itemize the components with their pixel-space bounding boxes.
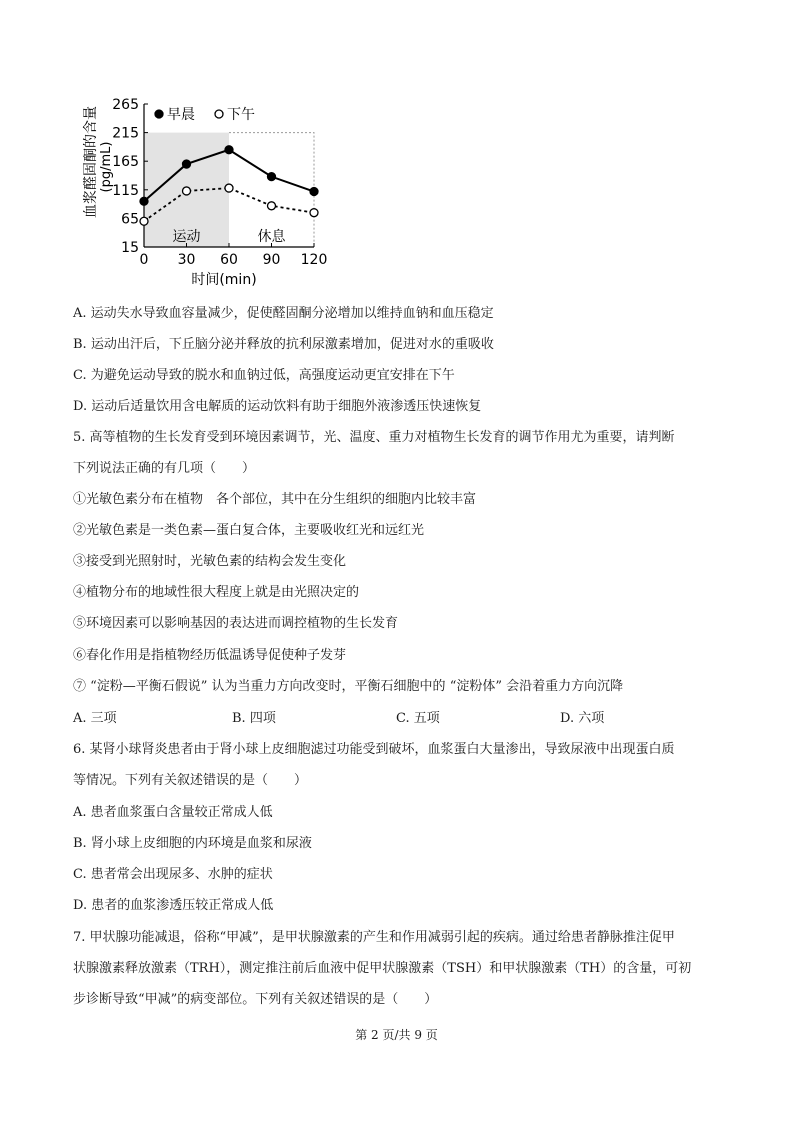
q5-statement-1: ①光敏色素分布在植物 各个部位，其中在分生组织的细胞内比较丰富 bbox=[73, 492, 477, 507]
legend-marker-1 bbox=[215, 110, 223, 118]
q4-option-a: A. 运动失水导致血容量减少，促使醛固酮分泌增加以维持血钠和血压稳定 bbox=[73, 306, 494, 321]
q5-stem-line-1: 5. 高等植物的生长发育受到环境因素调节，光、温度、重力对植物生长发育的调节作用尤为重要，请判断 bbox=[73, 430, 675, 445]
series-0-point-2 bbox=[225, 146, 233, 154]
x-tick-label-0: 0 bbox=[139, 252, 149, 268]
series-1-point-2 bbox=[225, 184, 233, 192]
q6-stem-line-2: 等情况。下列有关叙述错误的是（ ） bbox=[73, 773, 308, 788]
y-tick-label-5: 265 bbox=[112, 97, 139, 113]
q5-option-a: A. 三项 bbox=[73, 711, 117, 726]
y-tick-label-1: 65 bbox=[121, 211, 139, 228]
aldosterone-line-chart bbox=[74, 88, 344, 293]
q7-stem-line-2: 状腺激素释放激素（TRH），测定推注前后血液中促甲状腺激素（TSH）和甲状腺激素（TH）的含量，可初 bbox=[73, 961, 692, 976]
series-1-point-0 bbox=[140, 217, 148, 225]
q5-statement-3: ③接受到光照射时，光敏色素的结构会发生变化 bbox=[73, 554, 347, 569]
series-0-point-3 bbox=[268, 173, 276, 181]
q6-option-d: D. 患者的血浆渗透压较正常成人低 bbox=[73, 898, 274, 913]
y-tick-label-0: 15 bbox=[121, 240, 139, 256]
q5-option-c: C. 五项 bbox=[396, 711, 440, 726]
legend-label-1: 下午 bbox=[227, 107, 255, 123]
x-axis-title: 时间(min) bbox=[191, 272, 257, 288]
y-tick-label-3: 165 bbox=[112, 154, 139, 171]
q5-option-b: B. 四项 bbox=[232, 711, 276, 726]
x-tick-label-1: 30 bbox=[177, 252, 196, 268]
q5-statement-5: ⑤环境因素可以影响基因的表达进而调控植物的生长发育 bbox=[73, 616, 399, 631]
region-label-0: 运动 bbox=[172, 229, 201, 245]
q6-option-a: A. 患者血浆蛋白含量较正常成人低 bbox=[73, 805, 273, 820]
q6-option-c: C. 患者常会出现尿多、水肿的症状 bbox=[73, 867, 273, 882]
q7-stem-line-1: 7. 甲状腺功能减退，俗称“甲减”，是甲状腺激素的产生和作用减弱引起的疾病。通过给患者静脉推注促甲 bbox=[73, 930, 675, 945]
x-tick-label-3: 90 bbox=[262, 252, 281, 268]
q5-stem-line-2: 下列说法正确的有几项（ ） bbox=[73, 461, 256, 476]
series-0-point-1 bbox=[183, 160, 191, 168]
q5-statement-2: ②光敏色素是一类色素—蛋白复合体，主要吸收红光和远红光 bbox=[73, 523, 425, 538]
y-axis-title-unit: (pg/mL) bbox=[99, 141, 114, 193]
y-tick-label-4: 215 bbox=[112, 125, 139, 142]
x-tick-label-4: 120 bbox=[300, 252, 328, 268]
q5-option-d: D. 六项 bbox=[560, 711, 605, 726]
y-axis-title bbox=[82, 106, 114, 218]
q4-option-b: B. 运动出汗后，下丘脑分泌并释放的抗利尿激素增加，促进对水的重吸收 bbox=[73, 337, 494, 352]
q7-stem-line-3: 步诊断导致“甲减”的病变部位。下列有关叙述错误的是（ ） bbox=[73, 992, 438, 1007]
region-label-1: 休息 bbox=[257, 229, 286, 245]
series-0-point-0 bbox=[140, 197, 148, 205]
series-1-point-4 bbox=[310, 209, 318, 217]
q6-option-b: B. 肾小球上皮细胞的内环境是血浆和尿液 bbox=[73, 836, 312, 851]
q5-statement-4: ④植物分布的地域性很大程度上就是由光照决定的 bbox=[73, 585, 360, 600]
q5-statement-7: ⑦ “淀粉—平衡石假说” 认为当重力方向改变时，平衡石细胞中的 “淀粉体” 会沿着重力方向沉降 bbox=[73, 679, 624, 694]
series-1-point-3 bbox=[268, 202, 276, 210]
series-1-point-1 bbox=[183, 187, 191, 195]
y-tick-label-2: 115 bbox=[112, 182, 139, 199]
legend-marker-0 bbox=[155, 110, 163, 118]
q4-option-c: C. 为避免运动导致的脱水和血钠过低，高强度运动更宜安排在下午 bbox=[73, 368, 455, 383]
x-tick-label-2: 60 bbox=[220, 252, 238, 268]
series-0-point-4 bbox=[310, 188, 318, 196]
legend-label-0: 早晨 bbox=[167, 107, 195, 123]
q5-statement-6: ⑥春化作用是指植物经历低温诱导促使种子发芽 bbox=[73, 648, 347, 663]
q6-stem-line-1: 6. 某肾小球肾炎患者由于肾小球上皮细胞滤过功能受到破坏，血浆蛋白大量渗出，导致尿液中出现蛋白质 bbox=[73, 742, 675, 757]
y-axis-title-main: 血浆醛固酮的含量 bbox=[83, 106, 99, 218]
page-footer: 第 2 页/共 9 页 bbox=[355, 1028, 438, 1042]
q4-option-d: D. 运动后适量饮用含电解质的运动饮料有助于细胞外液渗透压快速恢复 bbox=[73, 399, 482, 414]
